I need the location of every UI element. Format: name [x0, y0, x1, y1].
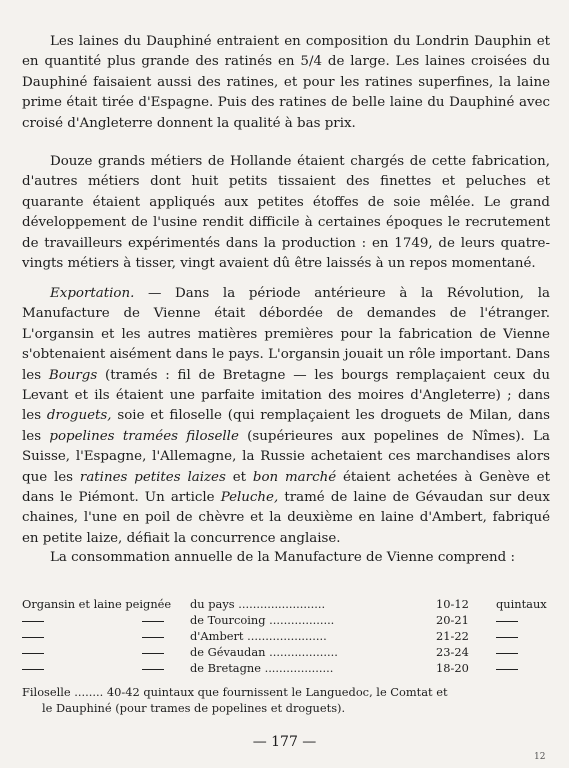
text-run: (supérieures aux popelines de Nîmes). La Suisse, l'Espagne, l'Allemagne, la Russie achetaient ces marchandises alors que les	[22, 428, 550, 485]
italic-term: droguets,	[46, 408, 112, 424]
paragraph-consommation: La consommation annuelle de la Manufacture de Vienne comprend :	[50, 550, 515, 565]
ditto-mark	[142, 644, 164, 660]
corner-mark: 12	[534, 752, 546, 762]
ditto-mark	[496, 660, 518, 676]
paragraph-metiers: Douze grands métiers de Hollande étaient chargés de cette fabrication, d'autres métiers dont huit petits tissaient des finettes et peluches et quarante étaient appliqués aux petites étoffes de soie mêlée. Le grand développement de l'usine rendit difficile à certaines époques le recrutement de travailleurs expérimentés dans la production : en 1749, de leurs quatre-vingts métiers à tisser, vingt avaient dû être laissés à un repos momentané.	[22, 154, 550, 272]
quantity-value: 23-24	[436, 645, 469, 659]
table-row	[22, 596, 550, 612]
origin-label: du pays ........................	[190, 597, 326, 611]
ditto-mark	[496, 612, 518, 628]
table-row	[22, 660, 550, 676]
origin-label: d'Ambert ......................	[190, 629, 327, 643]
quantity-value: 10-12	[436, 597, 469, 611]
filoselle-note	[22, 684, 550, 716]
origin-label: de Gévaudan ...................	[190, 645, 338, 659]
filoselle-line: Filoselle ........ 40-42 quintaux que fournissent le Languedoc, le Comtat et	[22, 685, 448, 699]
ditto-mark	[142, 660, 164, 676]
origin-label: de Tourcoing ..................	[190, 613, 335, 627]
table-row	[22, 612, 550, 628]
italic-term: Peluche,	[220, 490, 279, 506]
unit-label: quintaux	[496, 597, 547, 611]
filoselle-line: le Dauphiné (pour trames de popelines et droguets).	[42, 701, 346, 715]
ditto-mark	[22, 612, 44, 628]
ditto-mark	[496, 628, 518, 644]
quantity-value: 20-21	[436, 613, 469, 627]
text-run: (tramés : fil de Bretagne — les bourgs remplaçaient ceux du Levant et ils étaient une parfaite imitation des moires d'Angleterre) ; dans les	[22, 367, 550, 424]
ditto-mark	[142, 612, 164, 628]
italic-term: Bourgs	[48, 367, 98, 383]
ditto-mark	[22, 644, 44, 660]
table-row	[22, 628, 550, 644]
ditto-mark	[22, 660, 44, 676]
quantity-value: 21-22	[436, 629, 469, 643]
consumption-table	[22, 596, 550, 676]
ditto-mark	[142, 628, 164, 644]
material-label: Organsin et laine peignée	[22, 597, 172, 611]
paragraph-exportation	[22, 284, 550, 549]
text-run: étaient achetées à Genève et dans le Piémont. Un article	[22, 469, 550, 506]
italic-term: ratines petites laizes	[79, 469, 226, 485]
ditto-mark	[496, 644, 518, 660]
text-run: et	[225, 469, 253, 485]
text-run: tramé de laine de Gévaudan sur deux chaines, l'une en poil de chèvre et la deuxième en laine d'Ambert, fabriqué en petite laize, défiait la concurrence anglaise.	[22, 490, 550, 546]
paragraph-laines: Les laines du Dauphiné entraient en composition du Londrin Dauphin et en quantité plus grande des ratinés en 5/4 de large. Les laines croisées du Dauphiné faisaient aussi des ratines, et pour les ratines superfines, la laine prime était tirée d'Espagne. Puis des ratines de belle laine du Dauphiné avec croisé d'Angleterre donnent la qualité à bas prix.	[22, 34, 550, 131]
italic-term: popelines tramées filoselle	[49, 428, 239, 444]
text-run: — Dans la période antérieure à la Révolution, la Manufacture de Vienne était débordée de demandes de l'étranger. L'organsin et les autres matières premières pour la fabrication de Vienne s'obtenaient aisément dans le pays. L'organsin jouait un rôle important. Dans les	[22, 286, 550, 383]
exportation-heading: Exportation.	[50, 286, 135, 301]
text-run: soie et filoselle (qui remplaçaient les droguets de Milan, dans les	[22, 408, 550, 444]
page-number: — 177 —	[252, 734, 317, 750]
quantity-value: 18-20	[436, 661, 469, 675]
ditto-mark	[22, 628, 44, 644]
origin-label: de Bretagne ...................	[190, 661, 334, 675]
table-row	[22, 644, 550, 660]
italic-term: bon marché	[252, 469, 337, 485]
